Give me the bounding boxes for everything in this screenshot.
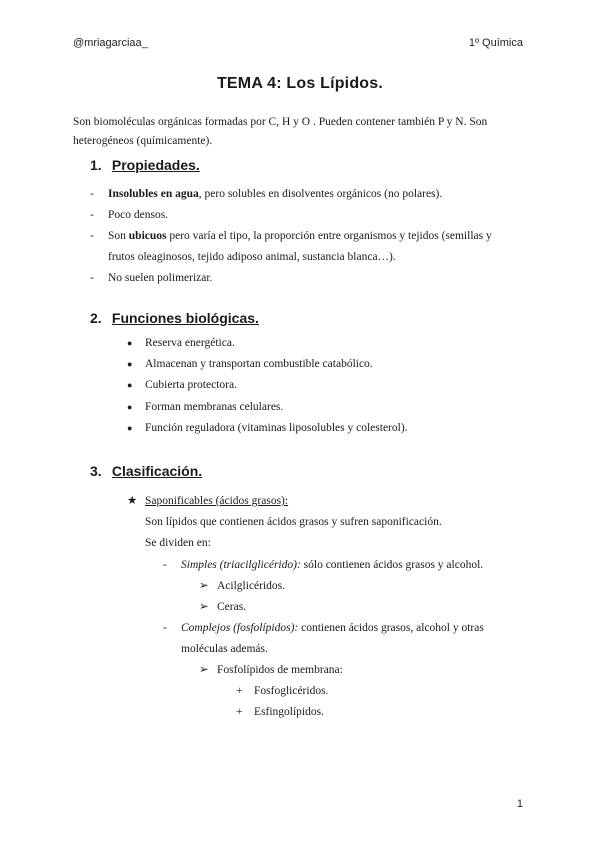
saponificables-label: Saponificables (ácidos grasos): — [145, 495, 289, 507]
page-title: TEMA 4: Los Lípidos. — [216, 75, 384, 92]
dash-marker: - — [90, 188, 94, 200]
dash-marker: - — [90, 209, 94, 221]
bullet-marker: ● — [127, 423, 133, 433]
bullet-marker: ● — [127, 380, 133, 390]
list-item: Fosfolípidos de membrana: — [217, 664, 343, 676]
complejos-continuation: moléculas además. — [181, 643, 268, 655]
list-item: Reserva energética. — [145, 337, 235, 349]
plus-marker: + — [236, 685, 243, 697]
dash-marker: - — [90, 272, 94, 284]
arrow-marker: ➢ — [199, 664, 209, 676]
list-item: No suelen polimerizar. — [108, 272, 213, 284]
list-item: Fosfoglicéridos. — [254, 685, 329, 697]
section-number: 1. — [90, 157, 102, 173]
section-heading-clasificacion — [90, 463, 202, 479]
list-item — [108, 227, 492, 246]
item-text: Son — [108, 230, 129, 242]
bold-term: Insolubles en agua — [108, 188, 199, 200]
dash-marker: - — [90, 230, 94, 242]
saponificables-description: Son lípidos que contienen ácidos grasos y sufren saponificación. — [145, 516, 442, 528]
dash-marker: - — [163, 622, 167, 634]
arrow-marker: ➢ — [199, 601, 209, 613]
dash-marker: - — [163, 559, 167, 571]
list-item: Función reguladora (vitaminas liposolubles y colesterol). — [145, 422, 408, 434]
bullet-marker: ● — [127, 359, 133, 369]
section-heading-funciones — [90, 310, 259, 326]
star-marker: ★ — [127, 495, 138, 507]
list-item: Esfingolípidos. — [254, 706, 324, 718]
section-heading-propiedades — [90, 157, 200, 173]
complejos-label: Complejos (fosfolípidos): — [181, 622, 299, 634]
list-item: Almacenan y transportan combustible catabólico. — [145, 358, 373, 370]
item-text: contienen ácidos grasos, alcohol y otras — [298, 622, 484, 634]
section-title: Clasificación. — [111, 463, 203, 479]
bullet-marker: ● — [127, 338, 133, 348]
item-text: pero varía el tipo, la proporción entre organismos y tejidos (semillas y — [166, 230, 492, 242]
list-item: Cubierta protectora. — [145, 379, 237, 391]
section-number: 3. — [90, 463, 102, 479]
list-item: Forman membranas celulares. — [145, 401, 284, 413]
bold-term: ubicuos — [128, 230, 167, 242]
section-title: Funciones biológicas. — [111, 310, 259, 326]
simples-item — [181, 556, 483, 575]
list-item: Poco densos. — [108, 209, 169, 221]
list-item: Ceras. — [217, 601, 247, 613]
plus-marker: + — [236, 706, 243, 718]
item-text: sólo contienen ácidos grasos y alcohol. — [300, 559, 484, 571]
bullet-marker: ● — [127, 402, 133, 412]
item-text: , pero solubles en disolventes orgánicos (no polares). — [198, 188, 443, 200]
arrow-marker: ➢ — [199, 580, 209, 592]
section-number: 2. — [90, 310, 102, 326]
complejos-item — [181, 619, 484, 638]
list-item: Acilglicéridos. — [217, 580, 286, 592]
header-author: @mriagarciaa_ — [73, 37, 148, 49]
list-item — [108, 185, 442, 204]
intro-paragraph: Son biomoléculas orgánicas formadas por C, H y O . Pueden contener también P y N. Son heterogéneos (químicamente). — [73, 116, 488, 147]
simples-label: Simples (triacilglicérido): — [181, 559, 301, 571]
section-title: Propiedades. — [111, 157, 200, 173]
header-course: 1º Química — [468, 37, 523, 49]
saponificables-divide: Se dividen en: — [145, 537, 211, 549]
page-number: 1 — [516, 798, 523, 810]
list-item-continuation: frutos oleaginosos, tejido adiposo animal, sustancia blanca…). — [108, 251, 396, 263]
